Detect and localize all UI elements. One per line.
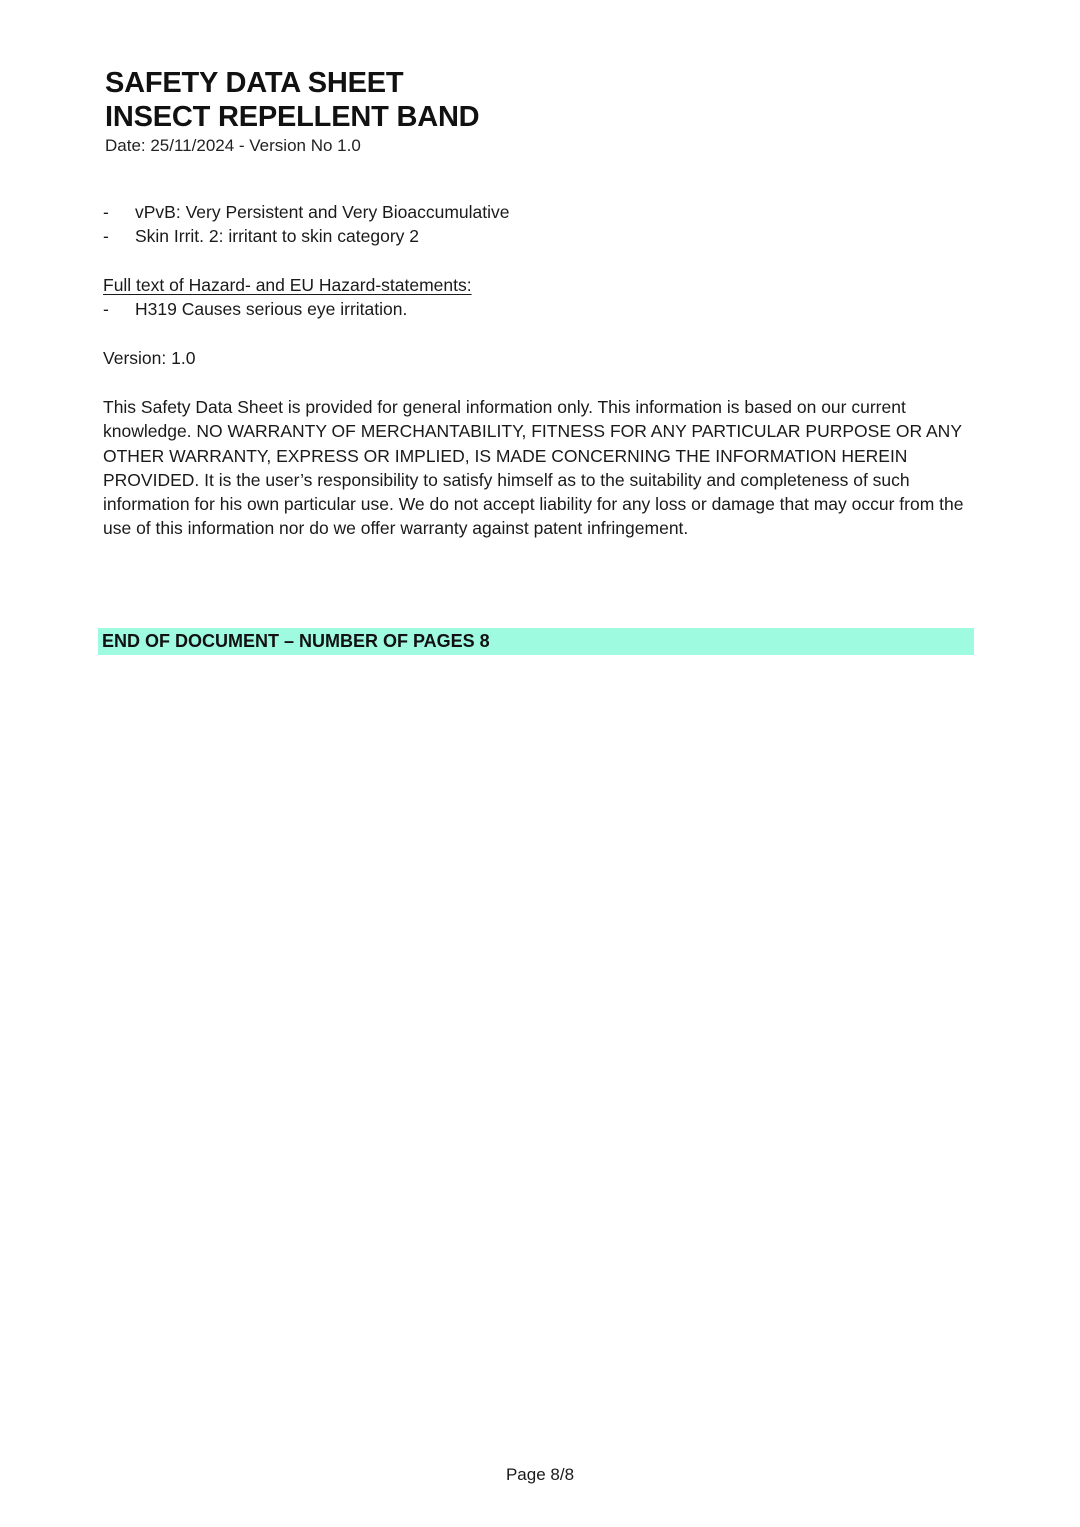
bullet-dash: - [103,299,109,319]
disclaimer-paragraph: This Safety Data Sheet is provided for general information only. This information is based on our current knowledge. NO WARRANTY OF MERCHANTABILITY, FITNESS FOR ANY PARTICULAR PURPOSE OR ANY OTHER WARRANTY, EXPRESS OR IMPLIED, IS MADE CONCERNING THE INFORMATION HEREIN PROVIDED. It is the user’s responsibility to satisfy himself as to the suitability and completeness of such information for his own particular use. We do not accept liability for any loss or damage that may occur from the use of this information nor do we offer warranty against patent infringement. [103,397,964,539]
bullet-dash: - [103,202,109,222]
list-item [103,297,983,321]
list-item-text: Skin Irrit. 2: irritant to skin category 2 [135,226,419,247]
abbreviations-list [103,200,983,249]
end-of-document-banner: END OF DOCUMENT – NUMBER OF PAGES 8 [98,628,974,655]
document-date-version: Date: 25/11/2024 - Version No 1.0 [105,136,361,155]
list-item-text: vPvB: Very Persistent and Very Bioaccumulative [135,202,510,222]
list-item-text: H319 Causes serious eye irritation. [135,299,408,319]
list-item [103,200,983,224]
list-item [103,224,983,248]
bullet-dash: - [103,226,109,247]
hazard-statements-list [103,297,983,321]
document-title-line-2: INSECT REPELLENT BAND [105,101,480,133]
hazard-statements-heading: Full text of Hazard- and EU Hazard-statements: [103,275,472,295]
page-number: Page 8/8 [505,1465,575,1484]
document-title-line-1: SAFETY DATA SHEET [105,67,404,99]
version-line: Version: 1.0 [103,348,196,368]
document-header [105,66,975,158]
